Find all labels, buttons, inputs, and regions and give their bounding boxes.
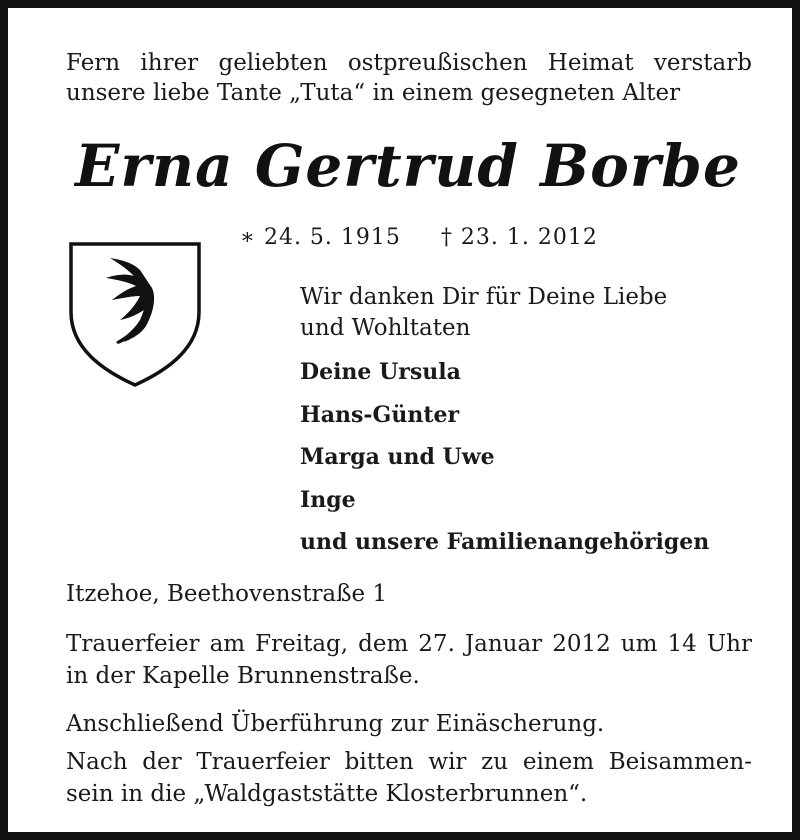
thanks-line-2: und Wohltaten xyxy=(300,315,471,341)
intro-word: Heimat xyxy=(547,50,634,76)
mourner-name: Inge xyxy=(300,486,356,513)
service-line-1 xyxy=(66,628,752,660)
intro-line-2: unsere liebe Tante „Tuta“ in einem gesegneten Alter xyxy=(66,80,681,106)
gathering-word: Nach xyxy=(66,749,128,775)
life-dates xyxy=(240,225,598,250)
gathering-word: der xyxy=(142,749,182,775)
service-info xyxy=(66,628,752,692)
service-word: um xyxy=(620,631,658,657)
intro-word: ihrer xyxy=(140,50,199,76)
intro-word: verstarb xyxy=(653,50,752,76)
intro-word: geliebten xyxy=(218,50,328,76)
intro-text xyxy=(66,48,752,108)
death-date: † 23. 1. 2012 xyxy=(440,225,598,250)
intro-line-1 xyxy=(66,48,752,78)
deceased-name: Erna Gertrud Borbe xyxy=(75,132,741,200)
intro-word: ostpreußischen xyxy=(347,50,528,76)
mourner-list xyxy=(300,354,709,567)
thanks-message xyxy=(300,282,667,344)
service-word: Januar xyxy=(464,631,543,657)
gathering-word: wir xyxy=(428,749,467,775)
gathering-line-1 xyxy=(66,746,752,778)
gathering-word: einem xyxy=(522,749,595,775)
mourner-name: Marga und Uwe xyxy=(300,444,495,470)
service-word: dem xyxy=(358,631,409,657)
gathering-word: zu xyxy=(481,749,509,775)
mourner-name: Hans-Günter xyxy=(300,401,460,428)
mourner-name: Deine Ursula xyxy=(300,359,461,385)
birth-date: ∗ 24. 5. 1915 xyxy=(240,225,401,250)
intro-word: Fern xyxy=(66,50,121,76)
elk-antler-shield-icon xyxy=(68,240,202,388)
service-word: Freitag, xyxy=(255,631,349,657)
service-word: Trauerfeier xyxy=(66,631,200,657)
gathering-word: bitten xyxy=(344,749,414,775)
gathering-word: Beisammen- xyxy=(608,749,752,775)
gathering-word: Trauerfeier xyxy=(196,749,330,775)
gathering-line-2: sein in die „Waldgaststätte Klosterbrunnen“. xyxy=(66,781,588,807)
service-word: 2012 xyxy=(552,631,611,657)
mourner-name: und unsere Familienangehörigen xyxy=(300,529,710,555)
gathering-info xyxy=(66,746,752,810)
thanks-line-1: Wir danken Dir für Deine Liebe xyxy=(300,284,668,310)
service-word: 14 xyxy=(667,631,697,657)
service-line-2: in der Kapelle Brunnenstraße. xyxy=(66,663,420,689)
service-word: 27. xyxy=(418,631,455,657)
service-word: am xyxy=(209,631,246,657)
cremation-info: Anschließend Überführung zur Einäscherung. xyxy=(66,711,605,737)
service-word: Uhr xyxy=(706,631,752,657)
address: Itzehoe, Beethovenstraße 1 xyxy=(66,581,388,607)
